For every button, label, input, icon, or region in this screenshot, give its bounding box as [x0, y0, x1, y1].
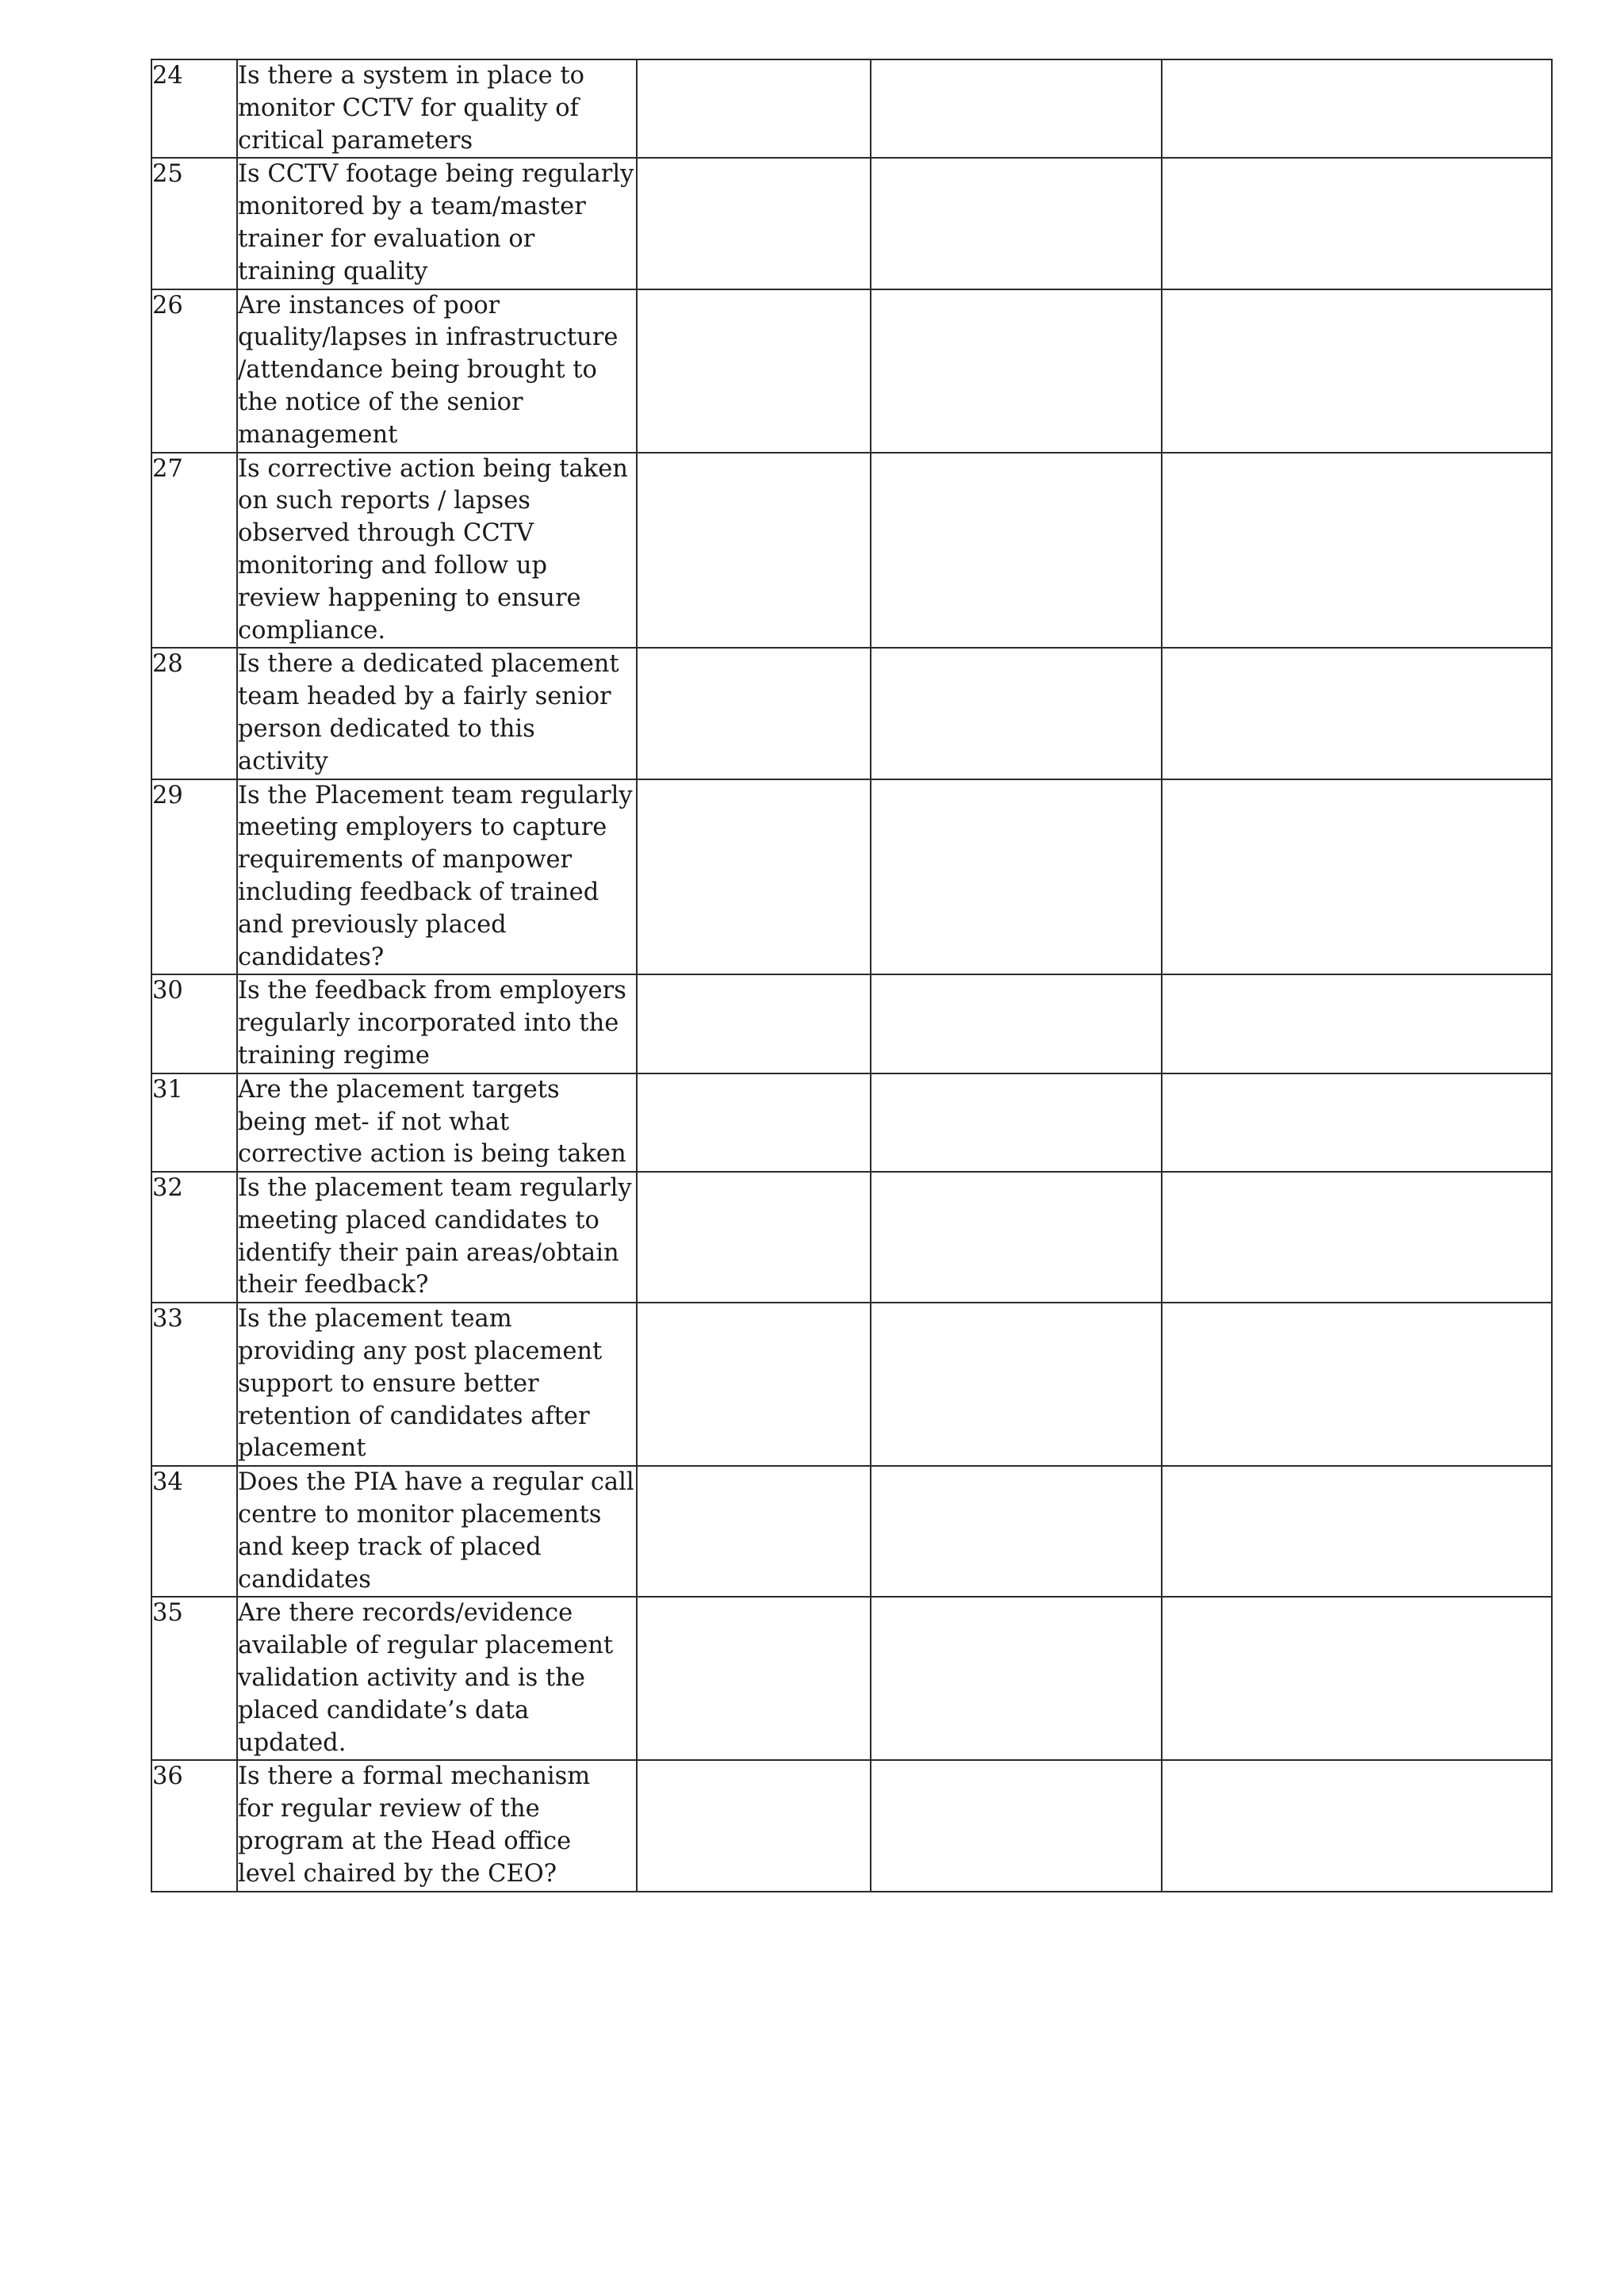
response-cell-3 [1162, 1172, 1552, 1303]
question-text-line: placed candidate’s data [238, 1696, 530, 1724]
question-text-line: retention of candidates after [238, 1402, 590, 1430]
response-cell-3 [1162, 1597, 1552, 1760]
question-number: 26 [151, 289, 237, 453]
question-text-line: Is the Placement team regularly [238, 781, 633, 809]
response-cell-3 [1162, 648, 1552, 779]
question-text-line: level chaired by the CEO? [238, 1859, 557, 1888]
question-text-line: candidates? [238, 943, 385, 971]
question-text-line: team headed by a fairly senior [238, 683, 611, 711]
response-cell-3 [1162, 974, 1552, 1073]
response-cell-1 [637, 1172, 871, 1303]
question-text-line: Is there a dedicated placement [238, 650, 619, 679]
question-number: 31 [151, 1073, 237, 1172]
question-text-line: their feedback? [238, 1271, 429, 1299]
response-cell-1 [637, 1466, 871, 1597]
question-text-line: compliance. [238, 616, 386, 645]
response-cell-1 [637, 158, 871, 289]
question-text-line: meeting employers to capture [238, 813, 607, 842]
question-text-line: meeting placed candidates to [238, 1206, 599, 1234]
question-number: 30 [151, 974, 237, 1073]
response-cell-1 [637, 1073, 871, 1172]
table-row [151, 59, 1552, 158]
question-text [237, 1760, 637, 1891]
question-text-line: available of regular placement [238, 1632, 614, 1660]
question-number: 27 [151, 453, 237, 649]
response-cell-3 [1162, 1303, 1552, 1466]
question-text-line: /attendance being brought to [238, 356, 597, 385]
question-text-line: centre to monitor placements [238, 1501, 602, 1529]
response-cell-2 [871, 1303, 1162, 1466]
table-row [151, 779, 1552, 975]
table-row [151, 1466, 1552, 1597]
question-text-line: monitor CCTV for quality of [238, 94, 579, 122]
question-text-line: requirements of manpower [238, 846, 573, 874]
question-text [237, 1303, 637, 1466]
question-text-line: person dedicated to this [238, 714, 535, 743]
response-cell-3 [1162, 1466, 1552, 1597]
question-text [237, 648, 637, 779]
response-cell-2 [871, 158, 1162, 289]
question-text-line: activity [238, 747, 328, 775]
question-text-line: Are the placement targets [238, 1075, 560, 1104]
question-text [237, 974, 637, 1073]
question-text [237, 779, 637, 975]
response-cell-1 [637, 453, 871, 649]
question-text-line: providing any post placement [238, 1337, 603, 1366]
response-cell-1 [637, 59, 871, 158]
question-text [237, 453, 637, 649]
question-text-line: monitoring and follow up [238, 551, 548, 580]
question-text [237, 59, 637, 158]
response-cell-3 [1162, 289, 1552, 453]
response-cell-1 [637, 974, 871, 1073]
table-row [151, 648, 1552, 779]
question-text-line: including feedback of trained [238, 878, 599, 906]
response-cell-3 [1162, 1760, 1552, 1891]
question-text-line: and keep track of placed [238, 1533, 542, 1561]
question-text-line: Is there a formal mechanism [238, 1762, 591, 1791]
question-text-line: regularly incorporated into the [238, 1009, 619, 1038]
response-cell-2 [871, 648, 1162, 779]
question-text-line: observed through CCTV [238, 519, 534, 548]
checklist-table [151, 59, 1553, 1892]
question-number: 32 [151, 1172, 237, 1303]
question-text-line: monitored by a team/master [238, 193, 586, 221]
response-cell-2 [871, 453, 1162, 649]
question-number: 34 [151, 1466, 237, 1597]
table-row [151, 1172, 1552, 1303]
question-text-line: Is the placement team regularly [238, 1174, 632, 1203]
response-cell-1 [637, 289, 871, 453]
question-text-line: corrective action is being taken [238, 1140, 626, 1169]
question-text-line: trainer for evaluation or [238, 224, 535, 253]
response-cell-3 [1162, 59, 1552, 158]
checklist-table-body [151, 59, 1552, 1892]
question-text-line: management [238, 420, 398, 449]
question-text-line: the notice of the senior [238, 388, 523, 416]
response-cell-3 [1162, 453, 1552, 649]
response-cell-2 [871, 974, 1162, 1073]
table-row [151, 1303, 1552, 1466]
question-number: 24 [151, 59, 237, 158]
question-text-line: training regime [238, 1041, 430, 1070]
question-text-line: Is the placement team [238, 1305, 512, 1334]
question-text [237, 158, 637, 289]
response-cell-3 [1162, 158, 1552, 289]
question-number: 35 [151, 1597, 237, 1760]
question-text-line: critical parameters [238, 126, 473, 155]
response-cell-1 [637, 648, 871, 779]
table-row [151, 289, 1552, 453]
question-text [237, 1172, 637, 1303]
question-text-line: Is the feedback from employers [238, 977, 626, 1005]
table-row [151, 1760, 1552, 1891]
question-number: 28 [151, 648, 237, 779]
question-text-line: candidates [238, 1565, 371, 1594]
question-text-line: placement [238, 1434, 366, 1463]
question-text-line: program at the Head office [238, 1827, 572, 1856]
question-text [237, 289, 637, 453]
question-text-line: review happening to ensure [238, 584, 581, 612]
table-row [151, 1597, 1552, 1760]
response-cell-2 [871, 289, 1162, 453]
question-text [237, 1597, 637, 1760]
question-text-line: Is there a system in place to [238, 62, 585, 90]
question-text-line: Are there records/evidence [238, 1599, 573, 1628]
question-text-line: Does the PIA have a regular call [238, 1468, 634, 1497]
table-row [151, 1073, 1552, 1172]
question-text-line: on such reports / lapses [238, 487, 530, 515]
response-cell-1 [637, 1760, 871, 1891]
question-text-line: identify their pain areas/obtain [238, 1238, 619, 1267]
table-row [151, 453, 1552, 649]
question-text [237, 1466, 637, 1597]
response-cell-1 [637, 1597, 871, 1760]
response-cell-3 [1162, 779, 1552, 975]
table-row [151, 974, 1552, 1073]
question-text [237, 1073, 637, 1172]
question-text-line: Are instances of poor [238, 291, 500, 320]
question-text-line: quality/lapses in infrastructure [238, 323, 619, 352]
response-cell-1 [637, 1303, 871, 1466]
question-text-line: being met- if not what [238, 1108, 510, 1136]
question-number: 29 [151, 779, 237, 975]
response-cell-3 [1162, 1073, 1552, 1172]
response-cell-2 [871, 59, 1162, 158]
response-cell-2 [871, 1760, 1162, 1891]
question-text-line: Is corrective action being taken [238, 454, 628, 483]
table-row [151, 158, 1552, 289]
question-text-line: training quality [238, 257, 428, 285]
response-cell-2 [871, 1597, 1162, 1760]
question-text-line: for regular review of the [238, 1795, 540, 1823]
question-text-line: and previously placed [238, 910, 507, 939]
question-text-line: support to ensure better [238, 1369, 539, 1398]
question-number: 36 [151, 1760, 237, 1891]
question-number: 33 [151, 1303, 237, 1466]
question-text-line: validation activity and is the [238, 1664, 585, 1693]
question-text-line: updated. [238, 1728, 347, 1757]
question-text-line: Is CCTV footage being regularly [238, 160, 634, 189]
response-cell-1 [637, 779, 871, 975]
response-cell-2 [871, 1172, 1162, 1303]
response-cell-2 [871, 1073, 1162, 1172]
response-cell-2 [871, 779, 1162, 975]
response-cell-2 [871, 1466, 1162, 1597]
question-number: 25 [151, 158, 237, 289]
